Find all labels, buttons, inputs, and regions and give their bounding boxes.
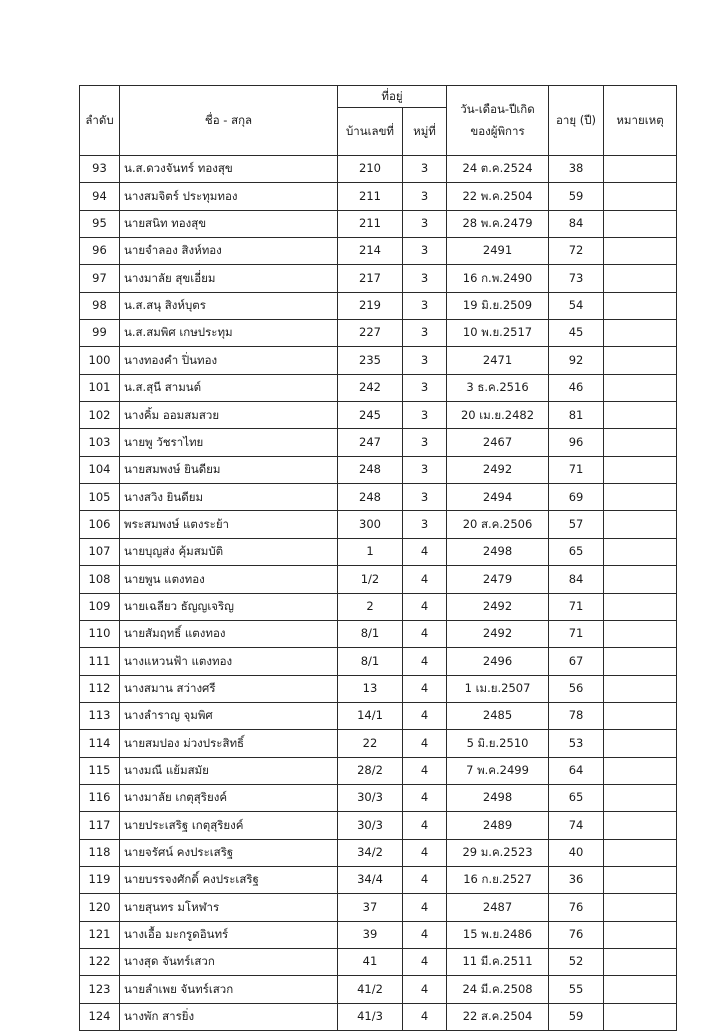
cell-age: 67 xyxy=(549,648,604,675)
cell-order: 105 xyxy=(80,484,120,511)
cell-house-no: 227 xyxy=(338,320,403,347)
cell-remark xyxy=(604,1003,677,1030)
cell-name: นางคิ้ม ออมสมสวย xyxy=(120,402,338,429)
cell-remark xyxy=(604,402,677,429)
cell-remark xyxy=(604,292,677,319)
cell-moo: 4 xyxy=(403,784,447,811)
cell-house-no: 2 xyxy=(338,593,403,620)
cell-remark xyxy=(604,566,677,593)
cell-name: พระสมพงษ์ แตงระย้า xyxy=(120,511,338,538)
cell-moo: 4 xyxy=(403,593,447,620)
cell-dob: 2479 xyxy=(447,566,549,593)
cell-remark xyxy=(604,921,677,948)
cell-age: 53 xyxy=(549,730,604,757)
cell-order: 94 xyxy=(80,183,120,210)
cell-name: น.ส.สมพิศ เกษประทุม xyxy=(120,320,338,347)
cell-dob: 2498 xyxy=(447,538,549,565)
table-header xyxy=(80,86,677,156)
table-row xyxy=(80,702,677,729)
cell-house-no: 39 xyxy=(338,921,403,948)
cell-age: 71 xyxy=(549,620,604,647)
cell-order: 110 xyxy=(80,620,120,647)
cell-name: นางมาลัย เกตุสุริยงค์ xyxy=(120,784,338,811)
cell-age: 59 xyxy=(549,1003,604,1030)
cell-name: นางสวิง ยินดียม xyxy=(120,484,338,511)
cell-age: 52 xyxy=(549,948,604,975)
table-row xyxy=(80,320,677,347)
cell-order: 96 xyxy=(80,238,120,265)
cell-house-no: 247 xyxy=(338,429,403,456)
cell-name: นางเอื้อ มะกรูดอินทร์ xyxy=(120,921,338,948)
cell-order: 102 xyxy=(80,402,120,429)
cell-age: 57 xyxy=(549,511,604,538)
header-age: อายุ (ปี) xyxy=(549,86,604,156)
cell-house-no: 30/3 xyxy=(338,784,403,811)
cell-order: 93 xyxy=(80,156,120,183)
cell-age: 55 xyxy=(549,976,604,1003)
cell-house-no: 13 xyxy=(338,675,403,702)
cell-age: 78 xyxy=(549,702,604,729)
cell-remark xyxy=(604,374,677,401)
cell-age: 40 xyxy=(549,839,604,866)
cell-house-no: 219 xyxy=(338,292,403,319)
cell-remark xyxy=(604,812,677,839)
cell-name: นางสมาน สว่างศรี xyxy=(120,675,338,702)
cell-house-no: 34/2 xyxy=(338,839,403,866)
cell-moo: 3 xyxy=(403,156,447,183)
cell-age: 45 xyxy=(549,320,604,347)
cell-house-no: 248 xyxy=(338,456,403,483)
cell-name: นางพัก สารยิ่ง xyxy=(120,1003,338,1030)
table-row xyxy=(80,866,677,893)
table-row xyxy=(80,730,677,757)
table-row xyxy=(80,238,677,265)
cell-house-no: 8/1 xyxy=(338,648,403,675)
cell-order: 103 xyxy=(80,429,120,456)
cell-age: 65 xyxy=(549,784,604,811)
cell-name: นายสนิท ทองสุข xyxy=(120,210,338,237)
header-dob xyxy=(447,86,549,156)
cell-name: นายจรัศน์ คงประเสริฐ xyxy=(120,839,338,866)
table-row xyxy=(80,839,677,866)
cell-order: 97 xyxy=(80,265,120,292)
cell-dob: 22 พ.ค.2504 xyxy=(447,183,549,210)
cell-order: 114 xyxy=(80,730,120,757)
cell-age: 84 xyxy=(549,210,604,237)
cell-house-no: 41 xyxy=(338,948,403,975)
cell-remark xyxy=(604,839,677,866)
cell-house-no: 300 xyxy=(338,511,403,538)
table-row xyxy=(80,948,677,975)
cell-age: 73 xyxy=(549,265,604,292)
table-row xyxy=(80,484,677,511)
cell-dob: 24 มี.ค.2508 xyxy=(447,976,549,1003)
cell-order: 101 xyxy=(80,374,120,401)
cell-order: 106 xyxy=(80,511,120,538)
cell-remark xyxy=(604,429,677,456)
cell-house-no: 41/2 xyxy=(338,976,403,1003)
cell-remark xyxy=(604,730,677,757)
table-row xyxy=(80,210,677,237)
cell-remark xyxy=(604,347,677,374)
cell-order: 107 xyxy=(80,538,120,565)
cell-dob: 10 พ.ย.2517 xyxy=(447,320,549,347)
table-row xyxy=(80,183,677,210)
cell-moo: 4 xyxy=(403,675,447,702)
table-row xyxy=(80,347,677,374)
cell-order: 95 xyxy=(80,210,120,237)
cell-moo: 3 xyxy=(403,183,447,210)
cell-age: 69 xyxy=(549,484,604,511)
cell-moo: 4 xyxy=(403,730,447,757)
cell-age: 74 xyxy=(549,812,604,839)
cell-remark xyxy=(604,538,677,565)
table-row xyxy=(80,265,677,292)
cell-name: นายพู วัชราไทย xyxy=(120,429,338,456)
cell-moo: 4 xyxy=(403,866,447,893)
cell-dob: 2487 xyxy=(447,894,549,921)
cell-house-no: 214 xyxy=(338,238,403,265)
cell-age: 71 xyxy=(549,456,604,483)
cell-moo: 4 xyxy=(403,1003,447,1030)
table-body xyxy=(80,156,677,1031)
cell-dob: 2498 xyxy=(447,784,549,811)
cell-house-no: 211 xyxy=(338,183,403,210)
cell-name: นายพูน แตงทอง xyxy=(120,566,338,593)
cell-house-no: 34/4 xyxy=(338,866,403,893)
cell-order: 124 xyxy=(80,1003,120,1030)
cell-dob: 20 เม.ย.2482 xyxy=(447,402,549,429)
cell-house-no: 211 xyxy=(338,210,403,237)
cell-name: นายลำเพย จันทร์เสวก xyxy=(120,976,338,1003)
table-row xyxy=(80,812,677,839)
cell-order: 99 xyxy=(80,320,120,347)
cell-name: นางมณี แย้มสมัย xyxy=(120,757,338,784)
cell-order: 109 xyxy=(80,593,120,620)
cell-house-no: 30/3 xyxy=(338,812,403,839)
cell-age: 76 xyxy=(549,894,604,921)
cell-house-no: 217 xyxy=(338,265,403,292)
cell-name: นายสัมฤทธิ์ แตงทอง xyxy=(120,620,338,647)
table-row xyxy=(80,921,677,948)
table-row xyxy=(80,402,677,429)
cell-moo: 4 xyxy=(403,566,447,593)
cell-remark xyxy=(604,784,677,811)
cell-order: 123 xyxy=(80,976,120,1003)
cell-dob: 5 มิ.ย.2510 xyxy=(447,730,549,757)
cell-moo: 3 xyxy=(403,320,447,347)
cell-age: 81 xyxy=(549,402,604,429)
cell-dob: 2491 xyxy=(447,238,549,265)
cell-remark xyxy=(604,948,677,975)
table-row xyxy=(80,894,677,921)
cell-remark xyxy=(604,210,677,237)
cell-dob: 2494 xyxy=(447,484,549,511)
cell-moo: 3 xyxy=(403,210,447,237)
cell-house-no: 245 xyxy=(338,402,403,429)
cell-order: 113 xyxy=(80,702,120,729)
cell-dob: 1 เม.ย.2507 xyxy=(447,675,549,702)
cell-name: นายสมปอง ม่วงประสิทธิ์ xyxy=(120,730,338,757)
cell-remark xyxy=(604,320,677,347)
cell-age: 96 xyxy=(549,429,604,456)
cell-remark xyxy=(604,156,677,183)
cell-name: น.ส.สุนี สามนต์ xyxy=(120,374,338,401)
cell-remark xyxy=(604,456,677,483)
cell-house-no: 248 xyxy=(338,484,403,511)
cell-moo: 4 xyxy=(403,839,447,866)
cell-house-no: 235 xyxy=(338,347,403,374)
table-row xyxy=(80,593,677,620)
cell-moo: 3 xyxy=(403,265,447,292)
cell-name: นางลำราญ จุมพิศ xyxy=(120,702,338,729)
header-house-no: บ้านเลขที่ xyxy=(338,108,403,156)
cell-moo: 4 xyxy=(403,921,447,948)
cell-order: 119 xyxy=(80,866,120,893)
header-name: ชื่อ - สกุล xyxy=(120,86,338,156)
cell-order: 98 xyxy=(80,292,120,319)
table-row xyxy=(80,648,677,675)
cell-order: 122 xyxy=(80,948,120,975)
table-row xyxy=(80,757,677,784)
table-row xyxy=(80,511,677,538)
cell-age: 38 xyxy=(549,156,604,183)
cell-house-no: 28/2 xyxy=(338,757,403,784)
table-row xyxy=(80,1003,677,1030)
cell-dob: 2492 xyxy=(447,593,549,620)
cell-moo: 4 xyxy=(403,948,447,975)
cell-moo: 4 xyxy=(403,812,447,839)
cell-order: 121 xyxy=(80,921,120,948)
cell-age: 59 xyxy=(549,183,604,210)
cell-moo: 4 xyxy=(403,702,447,729)
cell-remark xyxy=(604,593,677,620)
cell-name: นายบุญส่ง คุ้มสมบัติ xyxy=(120,538,338,565)
cell-dob: 19 มิ.ย.2509 xyxy=(447,292,549,319)
cell-order: 112 xyxy=(80,675,120,702)
cell-name: นางสุด จันทร์เสวก xyxy=(120,948,338,975)
cell-moo: 3 xyxy=(403,374,447,401)
cell-name: นางสมจิตร์ ประทุมทอง xyxy=(120,183,338,210)
cell-moo: 4 xyxy=(403,648,447,675)
cell-dob: 16 ก.ย.2527 xyxy=(447,866,549,893)
cell-house-no: 14/1 xyxy=(338,702,403,729)
table-row xyxy=(80,292,677,319)
cell-order: 100 xyxy=(80,347,120,374)
cell-order: 116 xyxy=(80,784,120,811)
cell-moo: 4 xyxy=(403,757,447,784)
cell-dob: 24 ต.ค.2524 xyxy=(447,156,549,183)
cell-dob: 28 พ.ค.2479 xyxy=(447,210,549,237)
cell-house-no: 210 xyxy=(338,156,403,183)
cell-moo: 4 xyxy=(403,538,447,565)
cell-remark xyxy=(604,238,677,265)
cell-dob: 2492 xyxy=(447,620,549,647)
cell-name: นายสุนทร มโหฬาร xyxy=(120,894,338,921)
cell-moo: 3 xyxy=(403,511,447,538)
cell-moo: 4 xyxy=(403,976,447,1003)
table-row xyxy=(80,538,677,565)
header-moo: หมู่ที่ xyxy=(403,108,447,156)
cell-remark xyxy=(604,511,677,538)
cell-dob: 15 พ.ย.2486 xyxy=(447,921,549,948)
table-row xyxy=(80,156,677,183)
header-dob-line2: ของผู้พิการ xyxy=(470,123,525,138)
cell-name: นายจำลอง สิงห์ทอง xyxy=(120,238,338,265)
cell-house-no: 37 xyxy=(338,894,403,921)
cell-order: 115 xyxy=(80,757,120,784)
cell-remark xyxy=(604,648,677,675)
cell-remark xyxy=(604,894,677,921)
cell-name: นายสมพงษ์ ยินดียม xyxy=(120,456,338,483)
cell-order: 108 xyxy=(80,566,120,593)
cell-moo: 3 xyxy=(403,429,447,456)
cell-age: 36 xyxy=(549,866,604,893)
cell-name: นายประเสริฐ เกตุสุริยงค์ xyxy=(120,812,338,839)
cell-house-no: 22 xyxy=(338,730,403,757)
cell-order: 111 xyxy=(80,648,120,675)
cell-dob: 29 ม.ค.2523 xyxy=(447,839,549,866)
cell-dob: 2471 xyxy=(447,347,549,374)
cell-moo: 4 xyxy=(403,620,447,647)
cell-house-no: 1 xyxy=(338,538,403,565)
cell-dob: 11 มี.ค.2511 xyxy=(447,948,549,975)
cell-remark xyxy=(604,484,677,511)
cell-dob: 2489 xyxy=(447,812,549,839)
cell-remark xyxy=(604,976,677,1003)
cell-dob: 22 ส.ค.2504 xyxy=(447,1003,549,1030)
cell-moo: 3 xyxy=(403,347,447,374)
disability-registry-table xyxy=(79,85,677,1031)
cell-remark xyxy=(604,620,677,647)
table-row xyxy=(80,620,677,647)
cell-name: น.ส.ดวงจันทร์ ทองสุข xyxy=(120,156,338,183)
cell-name: นายบรรจงศักดิ์ คงประเสริฐ xyxy=(120,866,338,893)
cell-name: นางแหวนฟ้า แตงทอง xyxy=(120,648,338,675)
cell-remark xyxy=(604,265,677,292)
table-row xyxy=(80,456,677,483)
header-remark: หมายเหตุ xyxy=(604,86,677,156)
cell-age: 54 xyxy=(549,292,604,319)
table-row xyxy=(80,784,677,811)
cell-house-no: 1/2 xyxy=(338,566,403,593)
cell-age: 92 xyxy=(549,347,604,374)
cell-age: 65 xyxy=(549,538,604,565)
cell-order: 118 xyxy=(80,839,120,866)
table-row xyxy=(80,566,677,593)
cell-age: 71 xyxy=(549,593,604,620)
cell-house-no: 8/1 xyxy=(338,620,403,647)
cell-name: นางมาลัย สุขเอี่ยม xyxy=(120,265,338,292)
cell-dob: 20 ส.ค.2506 xyxy=(447,511,549,538)
table-row xyxy=(80,976,677,1003)
cell-moo: 3 xyxy=(403,238,447,265)
header-order: ลำดับ xyxy=(80,86,120,156)
cell-moo: 3 xyxy=(403,456,447,483)
cell-remark xyxy=(604,757,677,784)
cell-age: 84 xyxy=(549,566,604,593)
cell-name: นายเฉลียว ธัญญเจริญ xyxy=(120,593,338,620)
cell-age: 56 xyxy=(549,675,604,702)
cell-dob: 7 พ.ค.2499 xyxy=(447,757,549,784)
cell-order: 120 xyxy=(80,894,120,921)
cell-remark xyxy=(604,675,677,702)
cell-dob: 16 ก.พ.2490 xyxy=(447,265,549,292)
cell-moo: 3 xyxy=(403,484,447,511)
cell-dob: 2485 xyxy=(447,702,549,729)
table-row xyxy=(80,374,677,401)
cell-dob: 3 ธ.ค.2516 xyxy=(447,374,549,401)
cell-dob: 2492 xyxy=(447,456,549,483)
cell-age: 46 xyxy=(549,374,604,401)
cell-age: 64 xyxy=(549,757,604,784)
cell-dob: 2467 xyxy=(447,429,549,456)
cell-remark xyxy=(604,183,677,210)
header-dob-line1: วัน-เดือน-ปีเกิด xyxy=(460,102,535,116)
cell-house-no: 242 xyxy=(338,374,403,401)
cell-moo: 3 xyxy=(403,402,447,429)
cell-order: 104 xyxy=(80,456,120,483)
cell-remark xyxy=(604,866,677,893)
cell-remark xyxy=(604,702,677,729)
cell-dob: 2496 xyxy=(447,648,549,675)
table-row xyxy=(80,675,677,702)
cell-name: นางทองคำ ปิ่นทอง xyxy=(120,347,338,374)
cell-order: 117 xyxy=(80,812,120,839)
cell-moo: 4 xyxy=(403,894,447,921)
header-address: ที่อยู่ xyxy=(338,86,447,108)
cell-age: 72 xyxy=(549,238,604,265)
cell-age: 76 xyxy=(549,921,604,948)
cell-name: น.ส.สนุ สิงห์บุตร xyxy=(120,292,338,319)
cell-moo: 3 xyxy=(403,292,447,319)
table-row xyxy=(80,429,677,456)
cell-house-no: 41/3 xyxy=(338,1003,403,1030)
